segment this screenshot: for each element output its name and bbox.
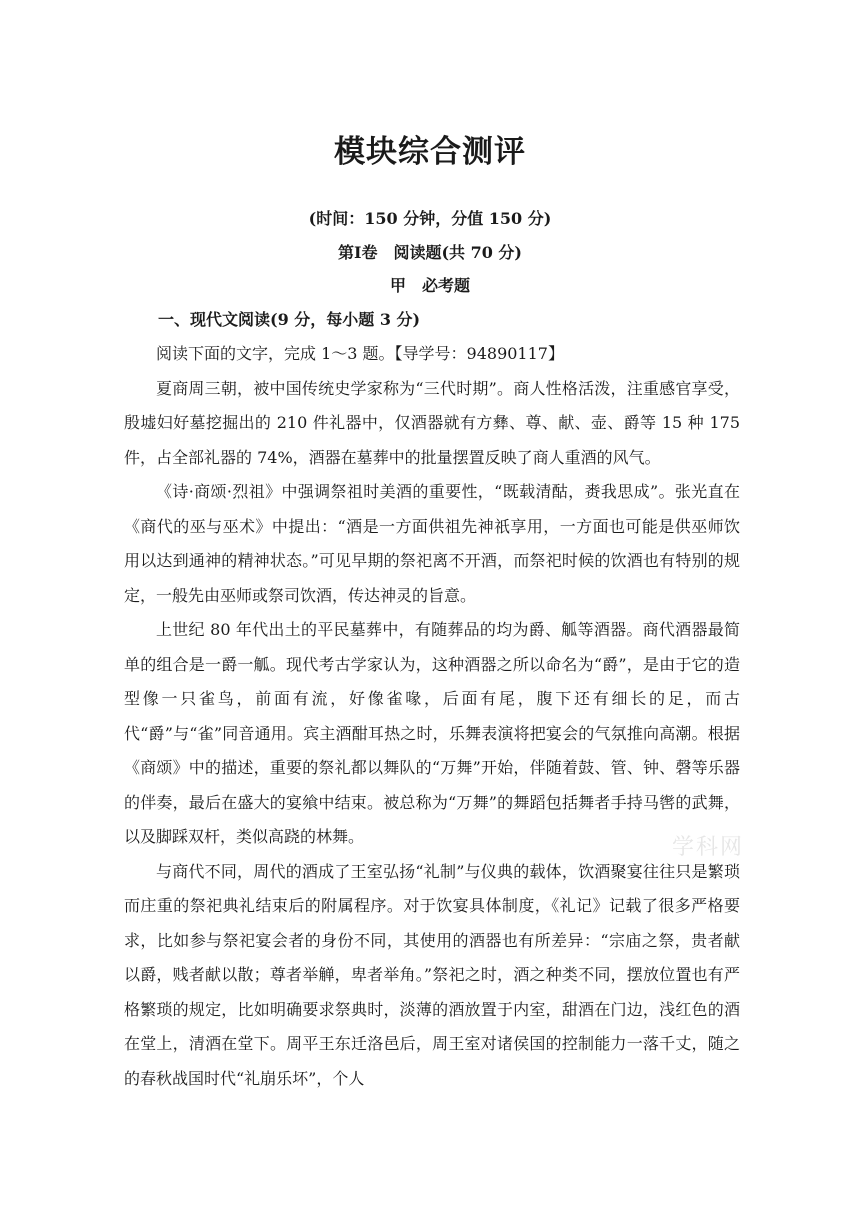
- passage-paragraph: 上世纪 80 年代出土的平民墓葬中，有随葬品的均为爵、觚等酒器。商代酒器最简单的组合是一爵一觚。现代考古学家认为，这种酒器之所以命名为“爵”，是由于它的造型像一只雀鸟，前面有流，好像雀喙，后面有尾，腹下还有细长的足，而古代“爵”与“雀”同音通用。宾主酒酣耳热之时，乐舞表演将把宴会的气氛推向高潮。根据《商颂》中的描述，重要的祭礼都以舞队的“万舞”开始，伴随着鼓、管、钟、磬等乐器的伴奏，最后在盛大的宴飨中结束。被总称为“万舞”的舞蹈包括舞者手持马辔的武舞，以及脚踩双杆，类似高跷的林舞。: [124, 620, 740, 846]
- instruction-paragraph: 阅读下面的文字，完成 1～3 题。【导学号：94890117】: [156, 344, 564, 363]
- passage-body: [124, 337, 740, 1096]
- passage-paragraph: 与商代不同，周代的酒成了王室弘扬“礼制”与仪典的载体，饮酒聚宴往往只是繁琐而庄重的祭祀典礼结束后的附属程序。对于饮宴具体制度，《礼记》记载了很多严格要求，比如参与祭祀宴会者的身份不同，其使用的酒器也有所差异：“宗庙之祭，贵者献以爵，贱者献以散；尊者举觯，卑者举角。”祭祀之时，酒之种类不同，摆放位置也有严格繁琐的规定，比如明确要求祭典时，淡薄的酒放置于内室，甜酒在门边，浅红色的酒在堂上，清酒在堂下。周平王东迁洛邑后，周王室对诸侯国的控制能力一落千丈，随之的春秋战国时代“礼崩乐坏”，个人: [124, 861, 740, 1088]
- passage-paragraph: 《诗·商颂·烈祖》中强调祭祖时美酒的重要性，“既载清酤，赉我思成”。张光直在《商代的巫与巫术》中提出：“酒是一方面供祖先神祇享用，一方面也可能是供巫师饮用以达到通神的精神状态。”可见早期的祭祀离不开酒，而祭祀时候的饮酒也有特别的规定，一般先由巫师或祭司饮酒，传达神灵的旨意。: [124, 482, 740, 605]
- volume-heading: 第Ⅰ卷 阅读题(共 70 分): [337, 243, 523, 262]
- passage-paragraph: 夏商周三朝，被中国传统史学家称为“三代时期”。商人性格活泼，注重感官享受，殷墟妇好墓挖掘出的 210 件礼器中，仅酒器就有方彝、尊、献、壶、爵等 15 种 175 件，占全部礼器的 74%，酒器在墓葬中的批量摆置反映了商人重酒的风气。: [124, 378, 740, 467]
- time-score-line: (时间：150 分钟，分值 150 分): [308, 209, 552, 228]
- section-heading: 一、现代文阅读(9 分，每小题 3 分): [158, 310, 421, 329]
- watermark: 学科网: [672, 835, 745, 860]
- document-title: 模块综合测评: [334, 134, 526, 170]
- part-heading: 甲 必考题: [389, 276, 470, 295]
